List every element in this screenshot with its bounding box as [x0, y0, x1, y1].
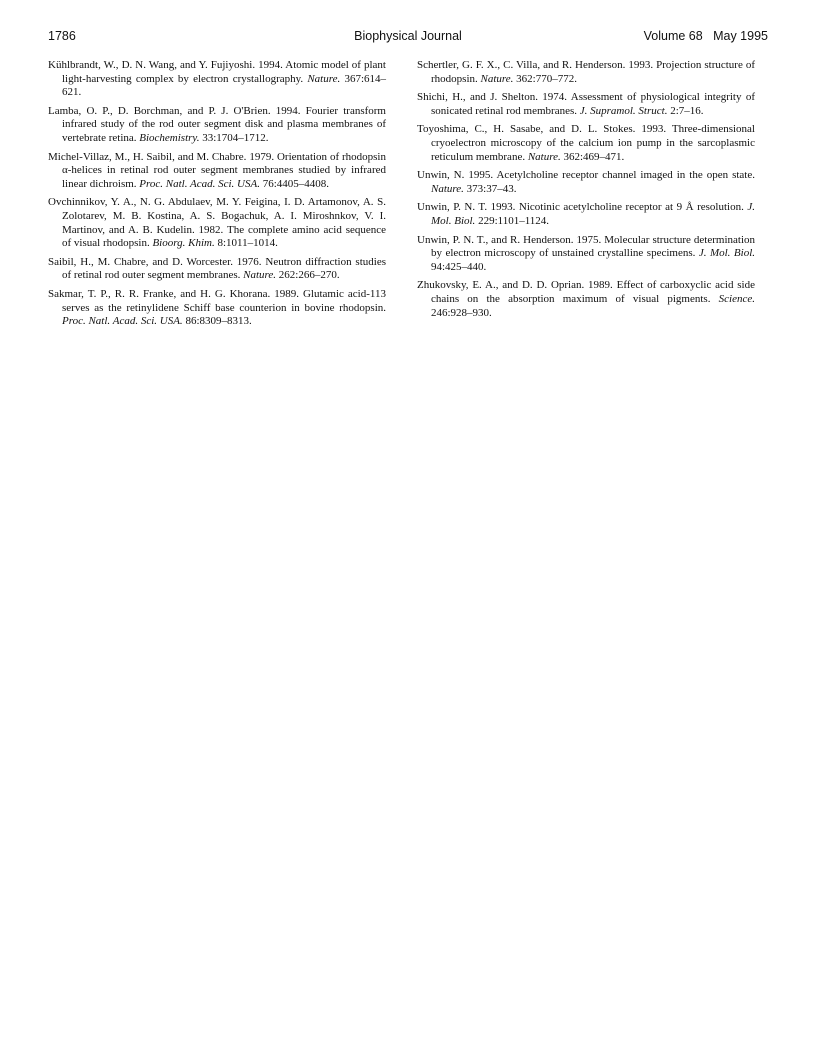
- reference-authors-title: Lamba, O. P., D. Borchman, and P. J. O'Brien. 1994. Fourier transform infrared study of the rod outer segment disk and plasma membranes of vertebrate retina.: [48, 104, 386, 144]
- page-number: 1786: [48, 29, 76, 43]
- journal-title: Biophysical Journal: [354, 29, 462, 43]
- reference-citation: 229:1101–1124.: [478, 214, 550, 227]
- reference-entry: [417, 201, 755, 228]
- references-right-column: [417, 59, 755, 325]
- reference-entry: [48, 288, 386, 329]
- reference-citation: 262:266–270.: [278, 269, 340, 282]
- reference-citation: 86:8309–8313.: [185, 315, 252, 328]
- reference-authors-title: Sakmar, T. P., R. R. Franke, and H. G. Khorana. 1989. Glutamic acid-113 serves as the retinylidene Schiff base counterion in bovine rhodopsin.: [48, 287, 386, 314]
- reference-citation: 94:425–440.: [431, 260, 487, 273]
- reference-entry: [417, 169, 755, 196]
- reference-citation: 2:7–16.: [670, 104, 704, 117]
- reference-journal: Science.: [718, 292, 756, 305]
- reference-journal: Nature.: [307, 72, 341, 85]
- reference-entry: [417, 123, 755, 164]
- reference-journal: Nature.: [480, 72, 514, 85]
- reference-authors-title: Unwin, N. 1995. Acetylcholine receptor channel imaged in the open state.: [417, 169, 755, 182]
- reference-entry: [48, 105, 386, 146]
- reference-journal: Nature.: [527, 150, 561, 163]
- reference-entry: [48, 196, 386, 250]
- reference-entry: [417, 279, 755, 320]
- reference-citation: 362:469–471.: [563, 150, 625, 163]
- reference-authors-title: Ovchinnikov, Y. A., N. G. Abdulaev, M. Y. Feigina, I. D. Artamonov, A. S. Zolotarev, M. B. Kostina, A. S. Bogachuk, A. I. Miroshnkov, V. I. Martinov, and A. B. Kudelin. 1982. The complete amino acid sequence of visual rhodopsin.: [48, 196, 386, 250]
- reference-entry: [48, 256, 386, 283]
- references-left-column: [48, 59, 386, 334]
- reference-journal: Proc. Natl. Acad. Sci. USA.: [62, 315, 183, 328]
- reference-authors-title: Saibil, H., M. Chabre, and D. Worcester. 1976. Neutron diffraction studies of retinal rod outer segment membranes.: [48, 255, 386, 282]
- reference-citation: 33:1704–1712.: [202, 131, 269, 144]
- reference-citation: 373:37–43.: [466, 182, 517, 195]
- reference-journal: Nature.: [431, 182, 464, 195]
- reference-journal: Nature.: [243, 269, 277, 282]
- reference-citation: 8:1011–1014.: [217, 237, 278, 250]
- reference-authors-title: Shichi, H., and J. Shelton. 1974. Assessment of physiological integrity of sonicated retinal rod membranes.: [417, 91, 755, 117]
- reference-authors-title: Kühlbrandt, W., D. N. Wang, and Y. Fujiyoshi. 1994. Atomic model of plant light-harvesting complex by electron crystallography.: [48, 59, 386, 85]
- reference-journal: Bioorg. Khim.: [152, 237, 215, 250]
- reference-citation: 367:614–621.: [62, 72, 386, 99]
- reference-authors-title: Michel-Villaz, M., H. Saibil, and M. Chabre. 1979. Orientation of rhodopsin α-helices in retinal rod outer segment membranes studied by infrared linear dichroism.: [48, 150, 386, 190]
- reference-authors-title: Schertler, G. F. X., C. Villa, and R. Henderson. 1993. Projection structure of rhodopsin.: [417, 59, 755, 85]
- reference-entry: [417, 59, 755, 86]
- reference-journal: J. Mol. Biol.: [698, 247, 755, 260]
- reference-authors-title: Toyoshima, C., H. Sasabe, and D. L. Stokes. 1993. Three-dimensional cryoelectron microscopy of the calcium ion pump in the sarcoplasmic reticulum membrane.: [417, 123, 755, 163]
- reference-entry: [48, 59, 386, 100]
- reference-journal: J. Mol. Biol.: [431, 201, 756, 227]
- volume-date: Volume 68 May 1995: [643, 29, 768, 43]
- reference-authors-title: Unwin, P. N. T. 1993. Nicotinic acetylcholine receptor at 9 Å resolution.: [417, 201, 744, 214]
- reference-entry: [48, 151, 386, 192]
- reference-authors-title: Zhukovsky, E. A., and D. D. Oprian. 1989. Effect of carboxyclic acid side chains on the absorption maximum of visual pigments.: [417, 279, 755, 305]
- reference-citation: 76:4405–4408.: [262, 177, 330, 190]
- reference-journal: Proc. Natl. Acad. Sci. USA.: [139, 177, 260, 190]
- reference-entry: [417, 234, 755, 275]
- reference-citation: 246:928–930.: [431, 306, 492, 319]
- reference-citation: 362:770–772.: [516, 72, 577, 85]
- reference-entry: [417, 91, 755, 118]
- reference-authors-title: Unwin, P. N. T., and R. Henderson. 1975. Molecular structure determination by electron microscopy of unstained crystalline specimens.: [417, 233, 755, 260]
- page-header: [48, 29, 768, 49]
- reference-journal: Biochemistry.: [139, 131, 200, 144]
- reference-journal: J. Supramol. Struct.: [579, 104, 668, 117]
